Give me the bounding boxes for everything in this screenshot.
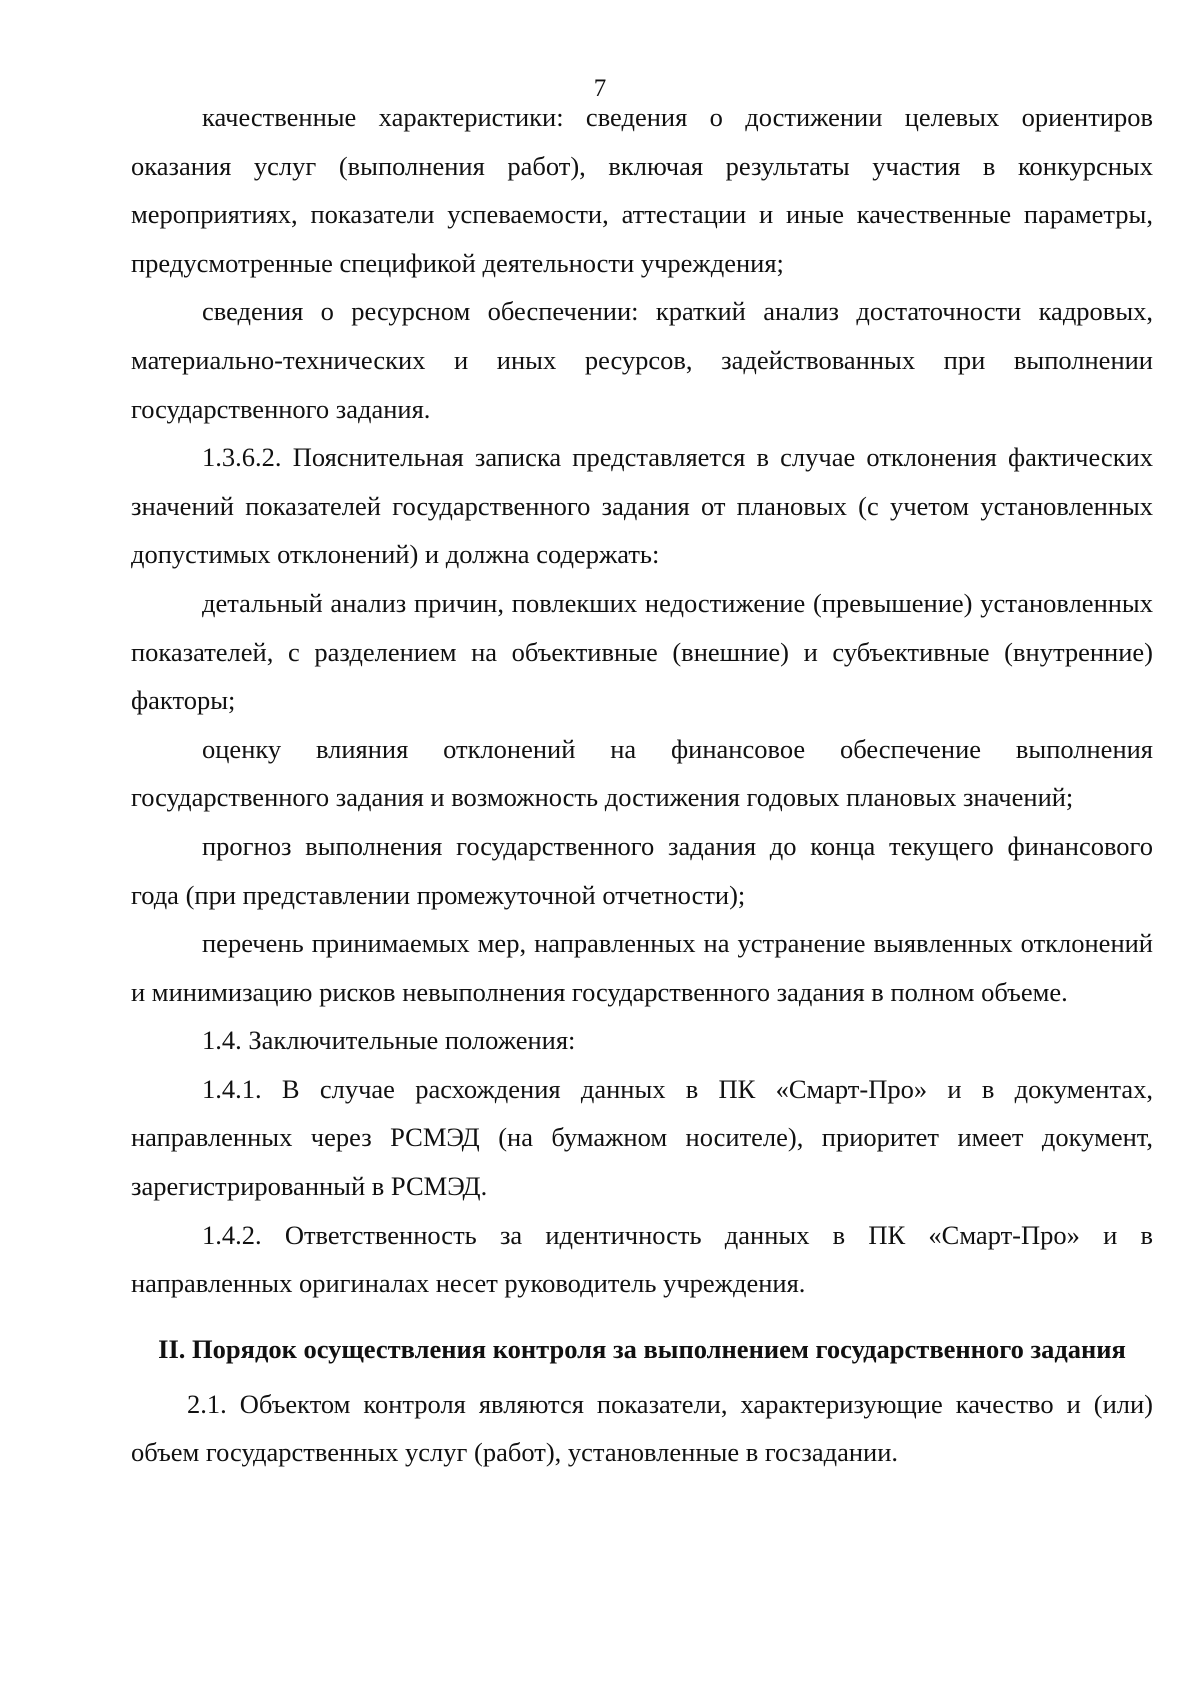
paragraph-detailed-analysis: детальный анализ причин, повлекших недостижение (превышение) установленных показателей, с разделением на объективные (внешние) и субъективные (внутренние) факторы; xyxy=(131,587,1153,716)
paragraph-forecast: прогноз выполнения государственного задания до конца текущего финансового года (при представлении промежуточной отчетности); xyxy=(131,830,1153,910)
paragraph-1-4-2: 1.4.2. Ответственность за идентичность данных в ПК «Смарт-Про» и в направленных оригиналах несет руководитель учреждения. xyxy=(131,1219,1153,1299)
paragraph-resource-provision: сведения о ресурсном обеспечении: краткий анализ достаточности кадровых, материально-технических и иных ресурсов, задействованных при выполнении государственного задания. xyxy=(131,296,1153,424)
paragraph-deviation-assessment: оценку влияния отклонений на финансовое обеспечение выполнения государственного задания и возможность достижения годовых плановых значений; xyxy=(131,733,1153,813)
paragraph-1-4: 1.4. Заключительные положения: xyxy=(202,1025,576,1056)
page-number: 7 xyxy=(593,75,607,102)
paragraph-quality-characteristics: качественные характеристики: сведения о достижении целевых ориентиров оказания услуг (выполнения работ), включая результаты участия в конкурсных мероприятиях, показатели успеваемости, аттестации и иные качественные параметры, предусмотренные спецификой деятельности учреждения; xyxy=(131,102,1153,278)
paragraph-2-1: 2.1. Объектом контроля являются показатели, характеризующие качество и (или) объем государственных услуг (работ), установленные в госзадании. xyxy=(131,1388,1153,1468)
paragraph-1-4-1: 1.4.1. В случае расхождения данных в ПК «Смарт-Про» и в документах, направленных через РСМЭД (на бумажном носителе), приоритет имеет документ, зарегистрированный в РСМЭД. xyxy=(131,1073,1153,1202)
section-heading-ii: II. Порядок осуществления контроля за выполнением государственного задания xyxy=(158,1333,1126,1364)
paragraph-1-3-6-2: 1.3.6.2. Пояснительная записка представляется в случае отклонения фактических значений показателей государственного задания от плановых (с учетом установленных допустимых отклонений) и должна содержать: xyxy=(131,442,1153,570)
paragraph-measures-list: перечень принимаемых мер, направленных на устранение выявленных отклонений и минимизацию рисков невыполнения государственного задания в полном объеме. xyxy=(131,928,1153,1007)
document-body xyxy=(131,93,1153,1477)
